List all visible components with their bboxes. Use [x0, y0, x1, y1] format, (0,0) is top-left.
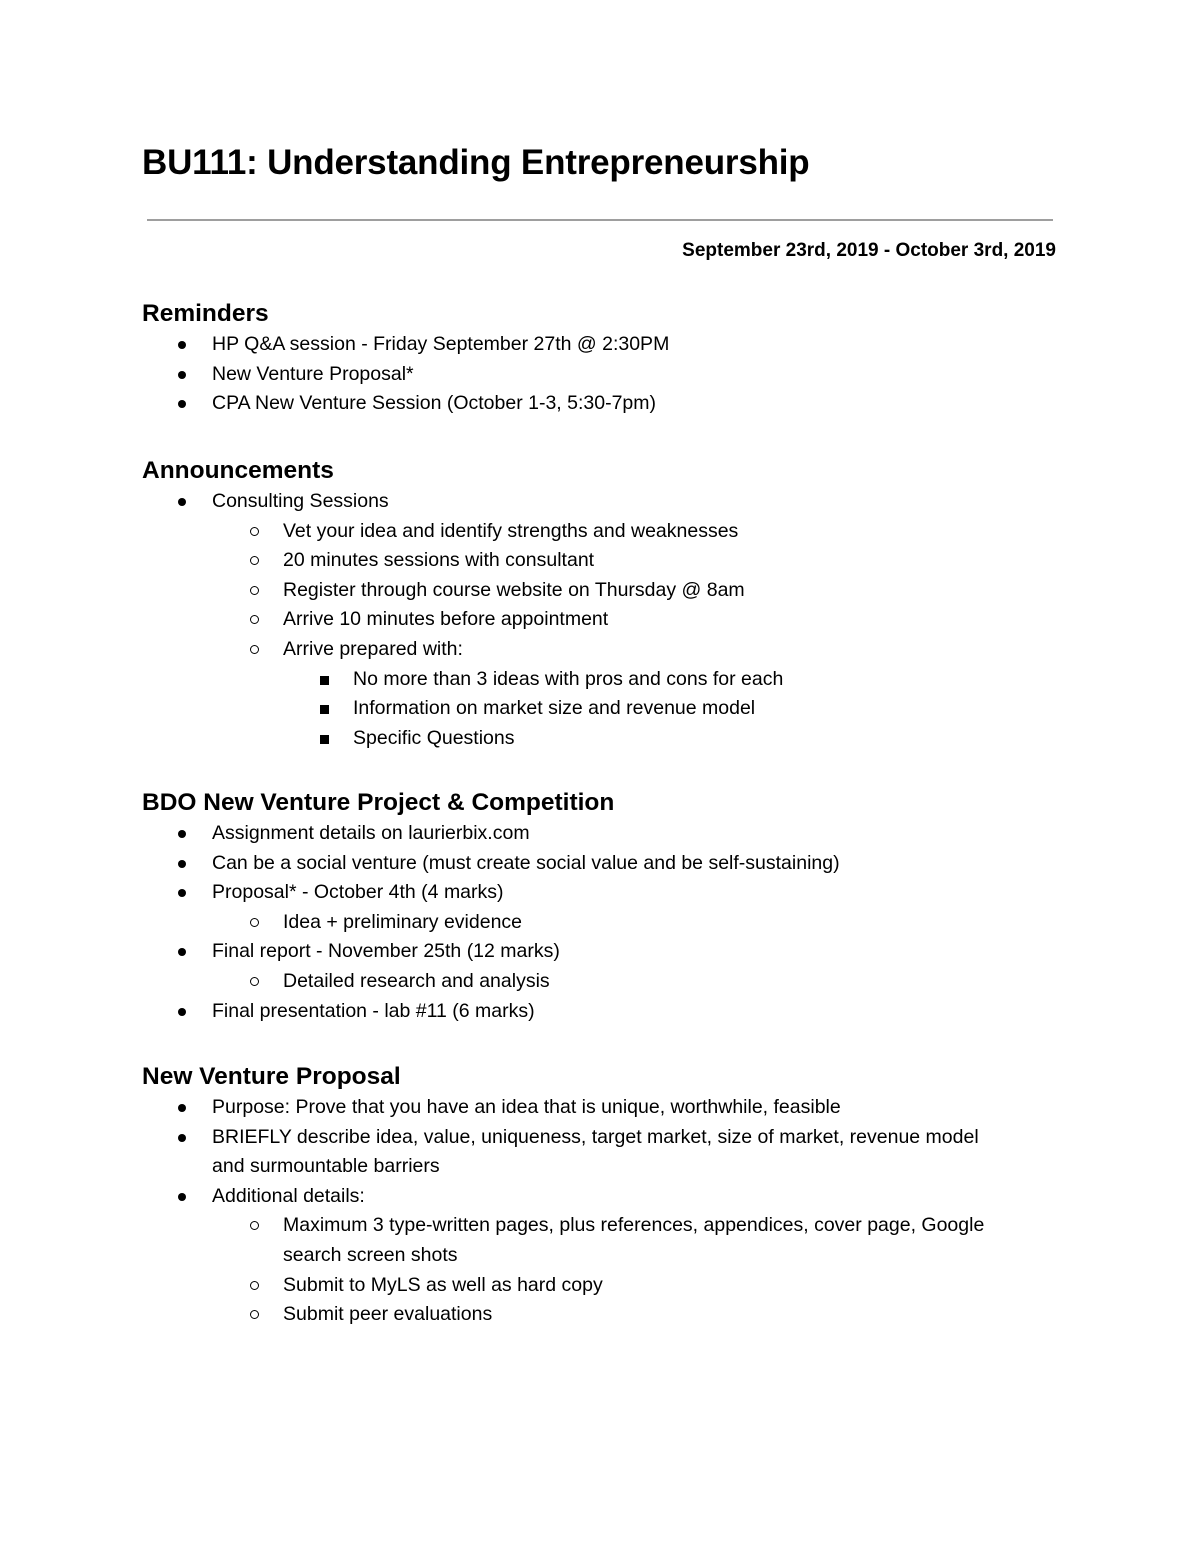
list-item: BRIEFLY describe idea, value, uniqueness, target market, size of market, revenue model and surmountable barriers: [142, 1123, 1062, 1182]
list-item: HP Q&A session - Friday September 27th @ 2:30PM: [142, 330, 1062, 360]
proposal-list: [142, 1093, 1062, 1330]
bullet-disc-icon: [178, 1134, 186, 1142]
bullet-square-icon: [320, 735, 329, 744]
list-item: Additional details:: [142, 1182, 1062, 1212]
section-heading-reminders: Reminders: [142, 300, 269, 327]
bullet-circle-icon: [250, 527, 259, 536]
section-bdo-project: [142, 787, 1062, 1026]
bullet-disc-icon: [178, 400, 186, 408]
list-item: Final presentation - lab #11 (6 marks): [142, 997, 1062, 1027]
bullet-circle-icon: [250, 645, 259, 654]
bullet-circle-icon: [250, 1310, 259, 1319]
list-item: Maximum 3 type-written pages, plus references, appendices, cover page, Google search screen shots: [142, 1211, 1062, 1270]
list-item: Detailed research and analysis: [142, 967, 1062, 997]
document-title: BU111: Understanding Entrepreneurship: [142, 143, 810, 182]
bullet-disc-icon: [178, 860, 186, 868]
list-item: Specific Questions: [142, 724, 1062, 754]
list-item: Consulting Sessions: [142, 487, 1062, 517]
list-item: Submit to MyLS as well as hard copy: [142, 1271, 1062, 1301]
bullet-circle-icon: [250, 918, 259, 927]
list-item: Arrive 10 minutes before appointment: [142, 605, 1062, 635]
bullet-circle-icon: [250, 556, 259, 565]
bullet-circle-icon: [250, 1221, 259, 1230]
bullet-disc-icon: [178, 341, 186, 349]
date-range: September 23rd, 2019 - October 3rd, 2019: [682, 240, 1056, 261]
list-item: 20 minutes sessions with consultant: [142, 546, 1062, 576]
section-announcements: [142, 455, 1062, 753]
section-heading-bdo-project: BDO New Venture Project & Competition: [142, 789, 615, 816]
bullet-disc-icon: [178, 1193, 186, 1201]
bullet-circle-icon: [250, 586, 259, 595]
bullet-disc-icon: [178, 889, 186, 897]
list-item: Final report - November 25th (12 marks): [142, 937, 1062, 967]
bullet-disc-icon: [178, 1104, 186, 1112]
bullet-disc-icon: [178, 1008, 186, 1016]
list-item: CPA New Venture Session (October 1-3, 5:30-7pm): [142, 389, 1062, 419]
bullet-circle-icon: [250, 1281, 259, 1290]
list-item: Arrive prepared with:: [142, 635, 1062, 665]
bullet-disc-icon: [178, 948, 186, 956]
list-item: Submit peer evaluations: [142, 1300, 1062, 1330]
title-divider: [147, 219, 1053, 221]
announcements-list: [142, 487, 1062, 753]
list-item: No more than 3 ideas with pros and cons for each: [142, 665, 1062, 695]
list-item: Assignment details on laurierbix.com: [142, 819, 1062, 849]
reminders-list: [142, 330, 1062, 419]
section-heading-announcements: Announcements: [142, 457, 334, 484]
bullet-disc-icon: [178, 498, 186, 506]
list-item: Register through course website on Thursday @ 8am: [142, 576, 1062, 606]
bullet-square-icon: [320, 705, 329, 714]
bullet-circle-icon: [250, 615, 259, 624]
bullet-disc-icon: [178, 830, 186, 838]
list-item: Proposal* - October 4th (4 marks): [142, 878, 1062, 908]
list-item: Idea + preliminary evidence: [142, 908, 1062, 938]
list-item: New Venture Proposal*: [142, 360, 1062, 390]
section-reminders: [142, 298, 1062, 419]
list-item: Can be a social venture (must create social value and be self-sustaining): [142, 849, 1062, 879]
bdo-list: [142, 819, 1062, 1026]
bullet-square-icon: [320, 676, 329, 685]
section-heading-new-venture-proposal: New Venture Proposal: [142, 1063, 401, 1090]
list-item: Vet your idea and identify strengths and weaknesses: [142, 517, 1062, 547]
list-item: Purpose: Prove that you have an idea that is unique, worthwhile, feasible: [142, 1093, 1062, 1123]
bullet-circle-icon: [250, 977, 259, 986]
bullet-disc-icon: [178, 371, 186, 379]
section-new-venture-proposal: [142, 1061, 1062, 1330]
list-item: Information on market size and revenue model: [142, 694, 1062, 724]
